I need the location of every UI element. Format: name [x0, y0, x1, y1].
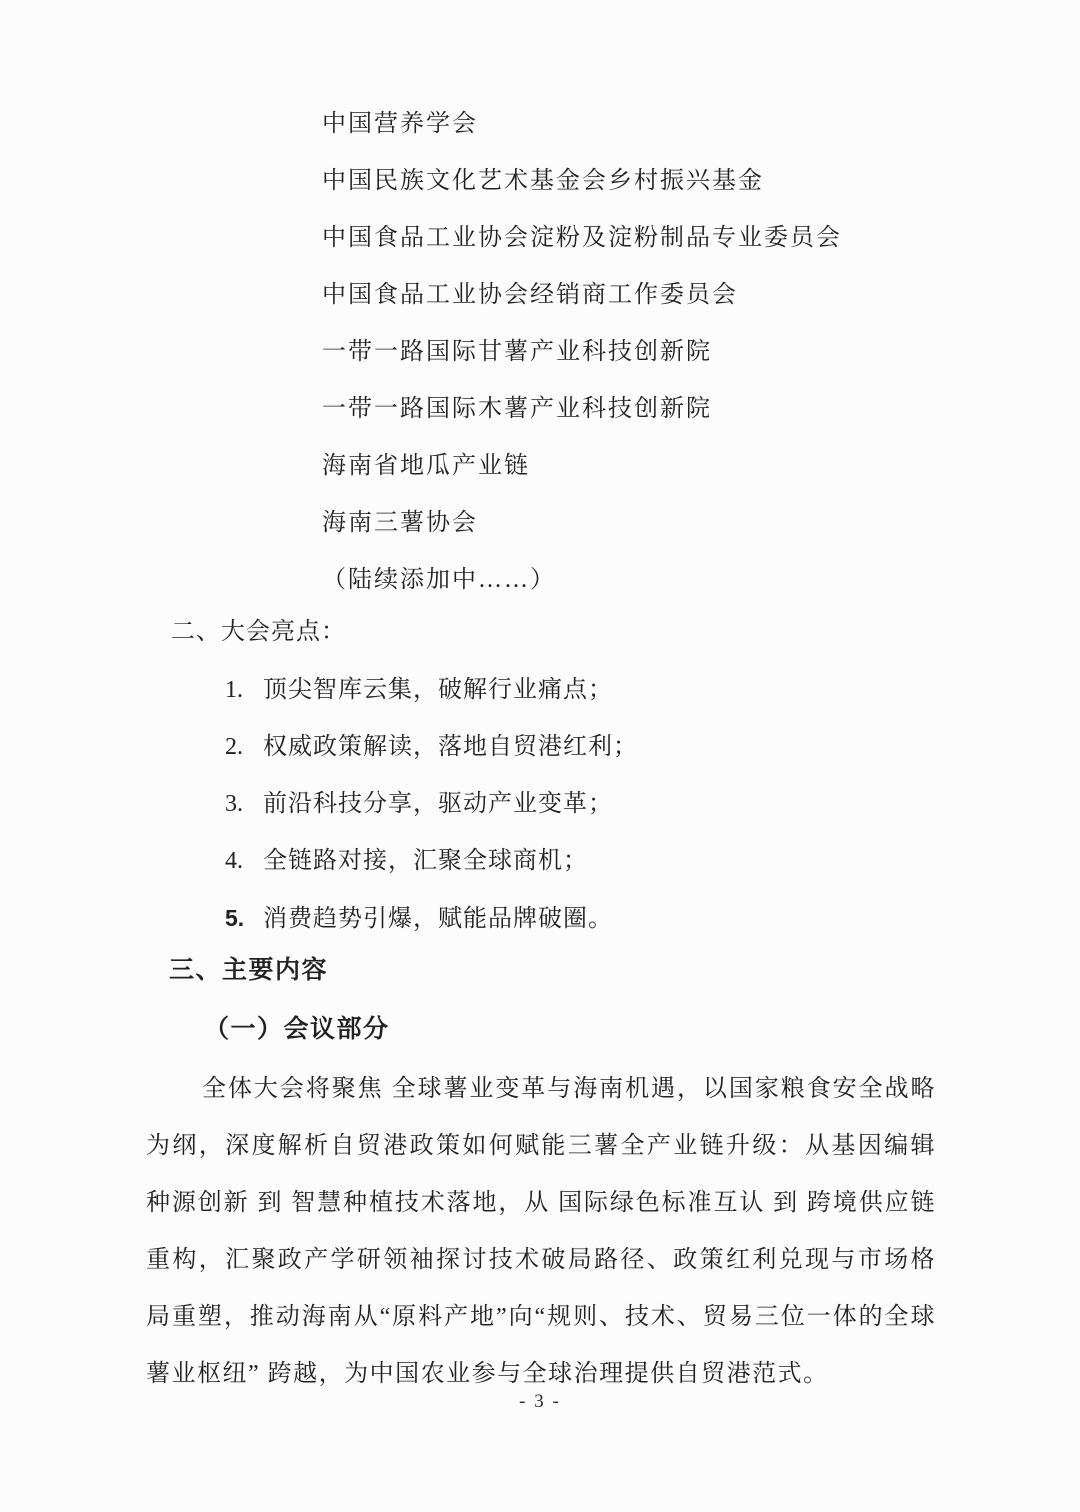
- highlight-number: 1.: [225, 677, 243, 703]
- highlight-item: [225, 719, 638, 776]
- organization-name: 中国食品工业协会经销商工作委员会: [322, 282, 738, 308]
- highlight-text: 前沿科技分享，驱动产业变革；: [263, 791, 613, 817]
- highlight-text: 全链路对接，汇聚全球商机；: [263, 848, 588, 874]
- organization-list: [322, 96, 842, 609]
- meeting-section-paragraph: 全体大会将聚焦 全球薯业变革与海南机遇，以国家粮食安全战略为纲，深度解析自贸港政策如何赋能三薯全产业链升级：从基因编辑种源创新 到 智慧种植技术落地，从 国际绿色标准互认 到 跨境供应链重构，汇聚政产学研领袖探讨技术破局路径、政策红利兑现与市场格局重塑，推动海南从“原料产地”向“规则、技术、贸易三位一体的全球薯业枢纽” 跨越，为中国农业参与全球治理提供自贸港范式。: [146, 1076, 936, 1387]
- highlights-list: [225, 662, 638, 947]
- highlight-text: 权威政策解读，落地自贸港红利；: [263, 734, 638, 760]
- highlight-text: 消费趋势引爆，赋能品牌破圈。: [263, 906, 613, 932]
- highlight-item: [225, 662, 638, 719]
- highlight-number: 5.: [225, 905, 245, 931]
- highlights-heading: 二、大会亮点：: [171, 619, 346, 645]
- organization-name: 海南三薯协会: [322, 510, 478, 536]
- organization-name: 中国民族文化艺术基金会乡村振兴基金: [322, 168, 764, 194]
- highlight-number: 2.: [225, 734, 243, 760]
- highlight-item: [225, 890, 638, 947]
- highlight-number: 3.: [225, 791, 243, 817]
- organization-name: 一带一路国际木薯产业科技创新院: [322, 396, 712, 422]
- organization-name: 中国食品工业协会淀粉及淀粉制品专业委员会: [322, 225, 842, 251]
- highlight-item: [225, 833, 638, 890]
- main-content-heading: 三、主要内容: [169, 957, 329, 984]
- page-number: - 3 -: [519, 1391, 561, 1412]
- organization-name: （陆续添加中……）: [322, 567, 556, 593]
- highlight-number: 4.: [225, 848, 243, 874]
- organization-name: 海南省地瓜产业链: [322, 453, 530, 479]
- meeting-section-heading: （一）会议部分: [204, 1016, 390, 1043]
- organization-name: 中国营养学会: [322, 111, 478, 137]
- highlight-item: [225, 776, 638, 833]
- highlight-text: 顶尖智库云集，破解行业痛点；: [263, 677, 613, 703]
- organization-name: 一带一路国际甘薯产业科技创新院: [322, 339, 712, 365]
